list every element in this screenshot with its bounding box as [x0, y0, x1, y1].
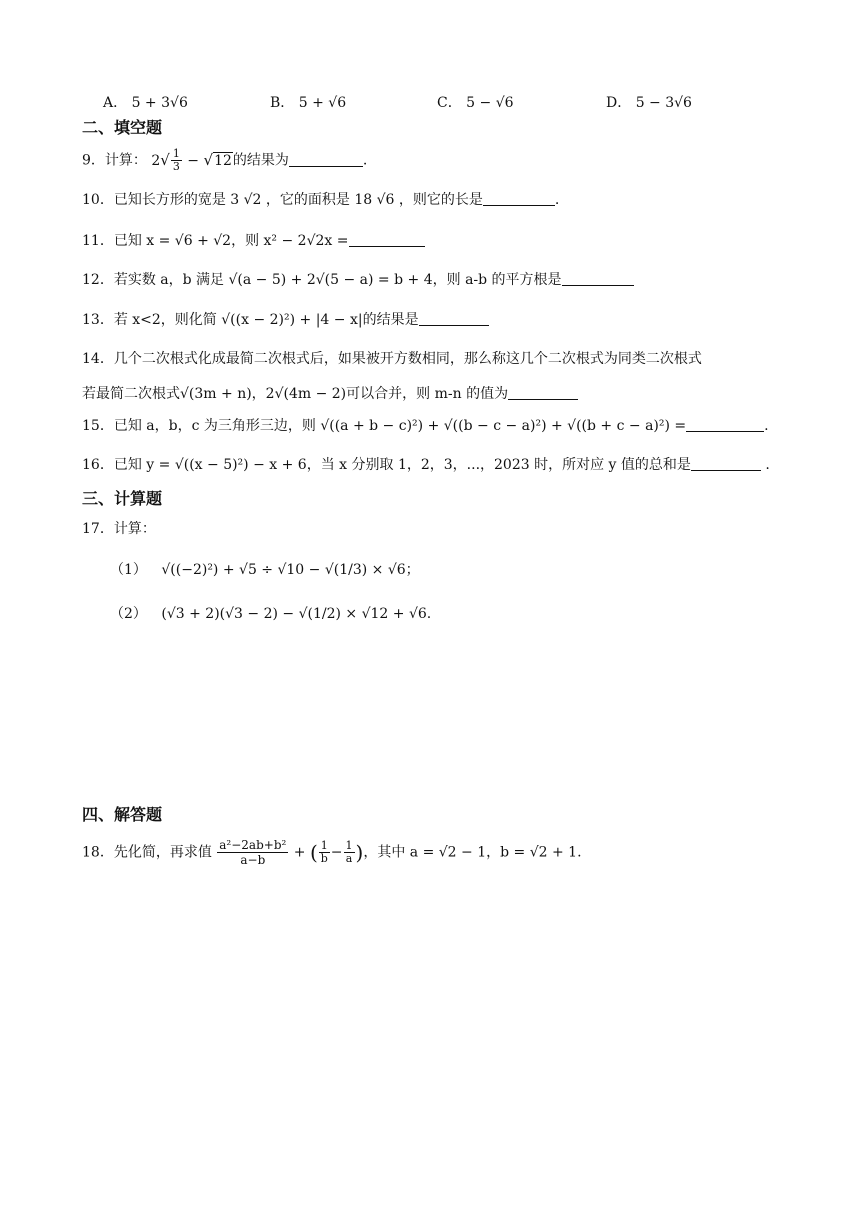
answer-blank[interactable]: [686, 417, 764, 432]
section-heading-answer: 四、解答题: [82, 805, 163, 824]
question-18: 18．先化简，再求值 $\frac{\text{a²−2ab+b²}}{a-b}$ + ( $\frac{1}{b}$ − $\frac{1}{a}$ )，其中 a = √2 − 1，b = √2 + 1.: [82, 838, 582, 867]
answer-blank[interactable]: [691, 456, 761, 471]
option-d: D． 5 − 3√6: [606, 95, 692, 111]
question-11: 11．已知 x = √6 + √2，则 x² − 2√2x =: [82, 231, 425, 251]
question-14-line2: 若最简二次根式√(3m + n)，2√(4m − 2)可以合并，则 m-n 的值为: [82, 384, 578, 404]
question-9: 9．计算： 2√ $\frac{1}{3}$ − √12的结果为 .: [82, 147, 368, 173]
question-10: 10．已知长方形的宽是 3 √2 ，它的面积是 18 √6 ，则它的长是 .: [82, 192, 560, 208]
answer-blank[interactable]: [349, 232, 425, 247]
answer-blank[interactable]: [508, 385, 578, 400]
question-17-part-1: （1） √((−2)²) + √5 ÷ √10 − √(1/3) × √6；: [110, 562, 420, 578]
answer-blank[interactable]: [562, 271, 634, 286]
question-12: 12．若实数 a，b 满足 √(a − 5) + 2√(5 − a) = b + 4，则 a-b 的平方根是: [82, 270, 634, 290]
question-14-line1: 14．几个二次根式化成最简二次根式后，如果被开方数相同，那么称这几个二次根式为同类二次根式: [82, 351, 702, 367]
answer-blank[interactable]: [483, 191, 555, 206]
question-17-part-2: （2） (√3 + 2)(√3 − 2) − √(1/2) × √12 + √6.: [110, 606, 432, 622]
answer-blank[interactable]: [289, 152, 363, 167]
section-heading-fill: 二、填空题: [82, 118, 163, 137]
option-c: C． 5 − √6: [437, 95, 514, 111]
question-17: 17．计算：: [82, 521, 156, 537]
section-heading-calc: 三、计算题: [82, 489, 163, 508]
question-15: 15．已知 a，b，c 为三角形三边，则 √((a + b − c)²) + √((b − c − a)²) + √((b + c − a)²) = .: [82, 418, 769, 434]
question-16: 16．已知 y = √((x − 5)²) − x + 6，当 x 分别取 1，2，3，...，2023 时，所对应 y 值的总和是 .: [82, 457, 770, 473]
answer-blank[interactable]: [419, 311, 489, 326]
question-13: 13．若 x<2，则化简 √((x − 2)²) + |4 − x|的结果是: [82, 310, 489, 330]
option-b: B． 5 + √6: [270, 95, 347, 111]
option-a: A． 5 + 3√6: [103, 95, 188, 111]
